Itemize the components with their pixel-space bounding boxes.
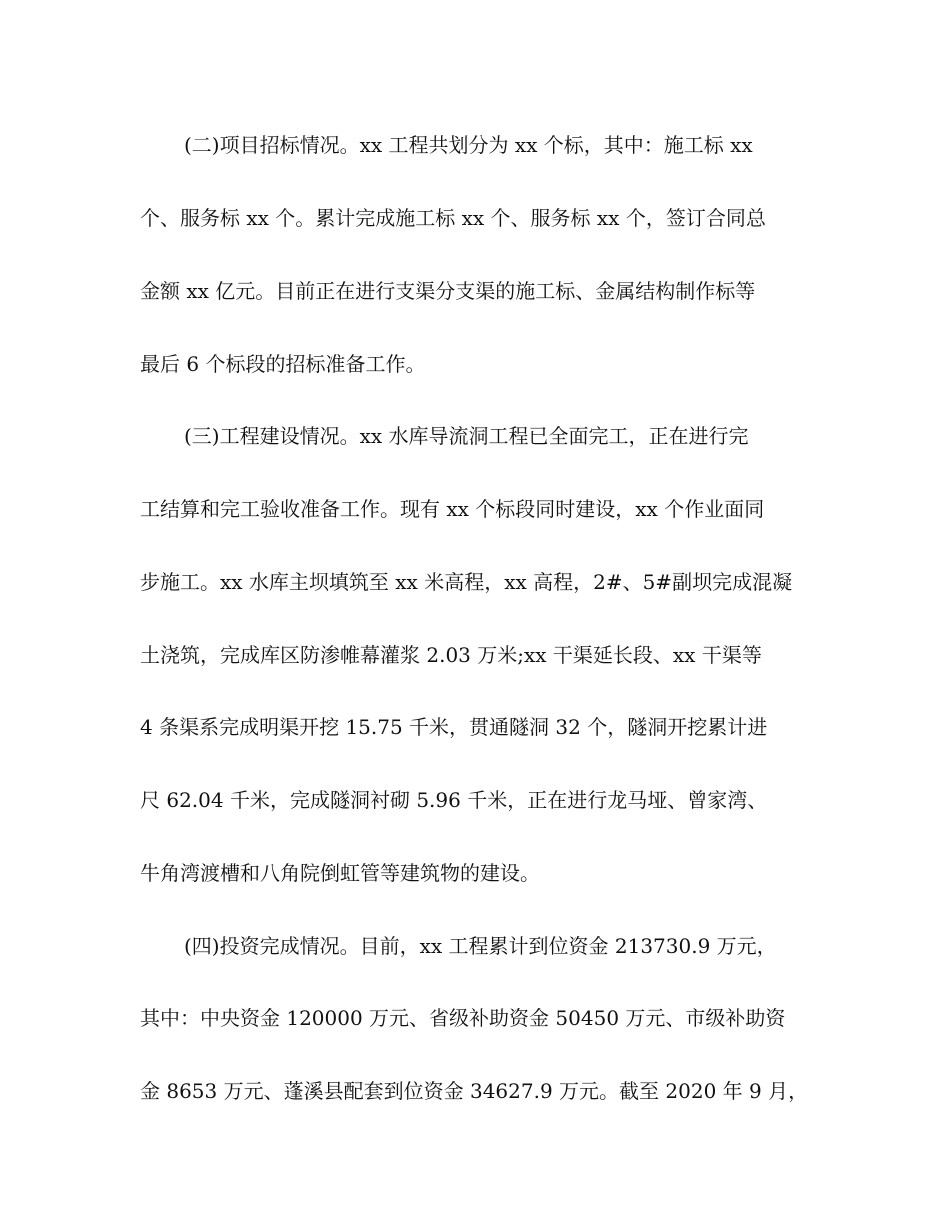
paragraph-bidding-line-3: 金额 xx 亿元。目前正在进行支渠分支渠的施工标、金属结构制作标等 [140, 279, 756, 303]
paragraph-investment-line-2: 其中：中央资金 120000 万元、省级补助资金 50450 万元、市级补助资 [140, 1006, 786, 1030]
paragraph-investment-line-1: (四)投资完成情况。目前，xx 工程累计到位资金 213730.9 万元， [184, 934, 777, 958]
paragraph-construction-line-7: 牛角湾渡槽和八角院倒虹管等建筑物的建设。 [140, 861, 540, 885]
paragraph-bidding-line-4: 最后 6 个标段的招标准备工作。 [140, 352, 426, 376]
paragraph-construction-line-5: 4 条渠系完成明渠开挖 15.75 千米，贯通隧洞 32 个，隧洞开挖累计进 [140, 715, 768, 739]
paragraph-construction-line-2: 工结算和完工验收准备工作。现有 xx 个标段同时建设，xx 个作业面同 [140, 497, 765, 521]
paragraph-construction-line-3: 步施工。xx 水库主坝填筑至 xx 米高程，xx 高程，2#、5#副坝完成混凝 [140, 570, 793, 594]
paragraph-construction-line-4: 土浇筑，完成库区防渗帷幕灌浆 2.03 万米;xx 干渠延长段、xx 干渠等 [140, 643, 762, 667]
paragraph-investment-line-3: 金 8653 万元、蓬溪县配套到位资金 34627.9 万元。截至 2020 年 9 月， [140, 1079, 809, 1103]
paragraph-bidding-line-1: (二)项目招标情况。xx 工程共划分为 xx 个标，其中：施工标 xx [184, 133, 753, 157]
paragraph-bidding-line-2: 个、服务标 xx 个。累计完成施工标 xx 个、服务标 xx 个，签订合同总 [140, 206, 766, 230]
paragraph-construction-line-1: (三)工程建设情况。xx 水库导流洞工程已全面完工，正在进行完 [184, 424, 749, 448]
paragraph-construction-line-6: 尺 62.04 千米，完成隧洞衬砌 5.96 千米，正在进行龙马垭、曾家湾、 [140, 788, 768, 812]
